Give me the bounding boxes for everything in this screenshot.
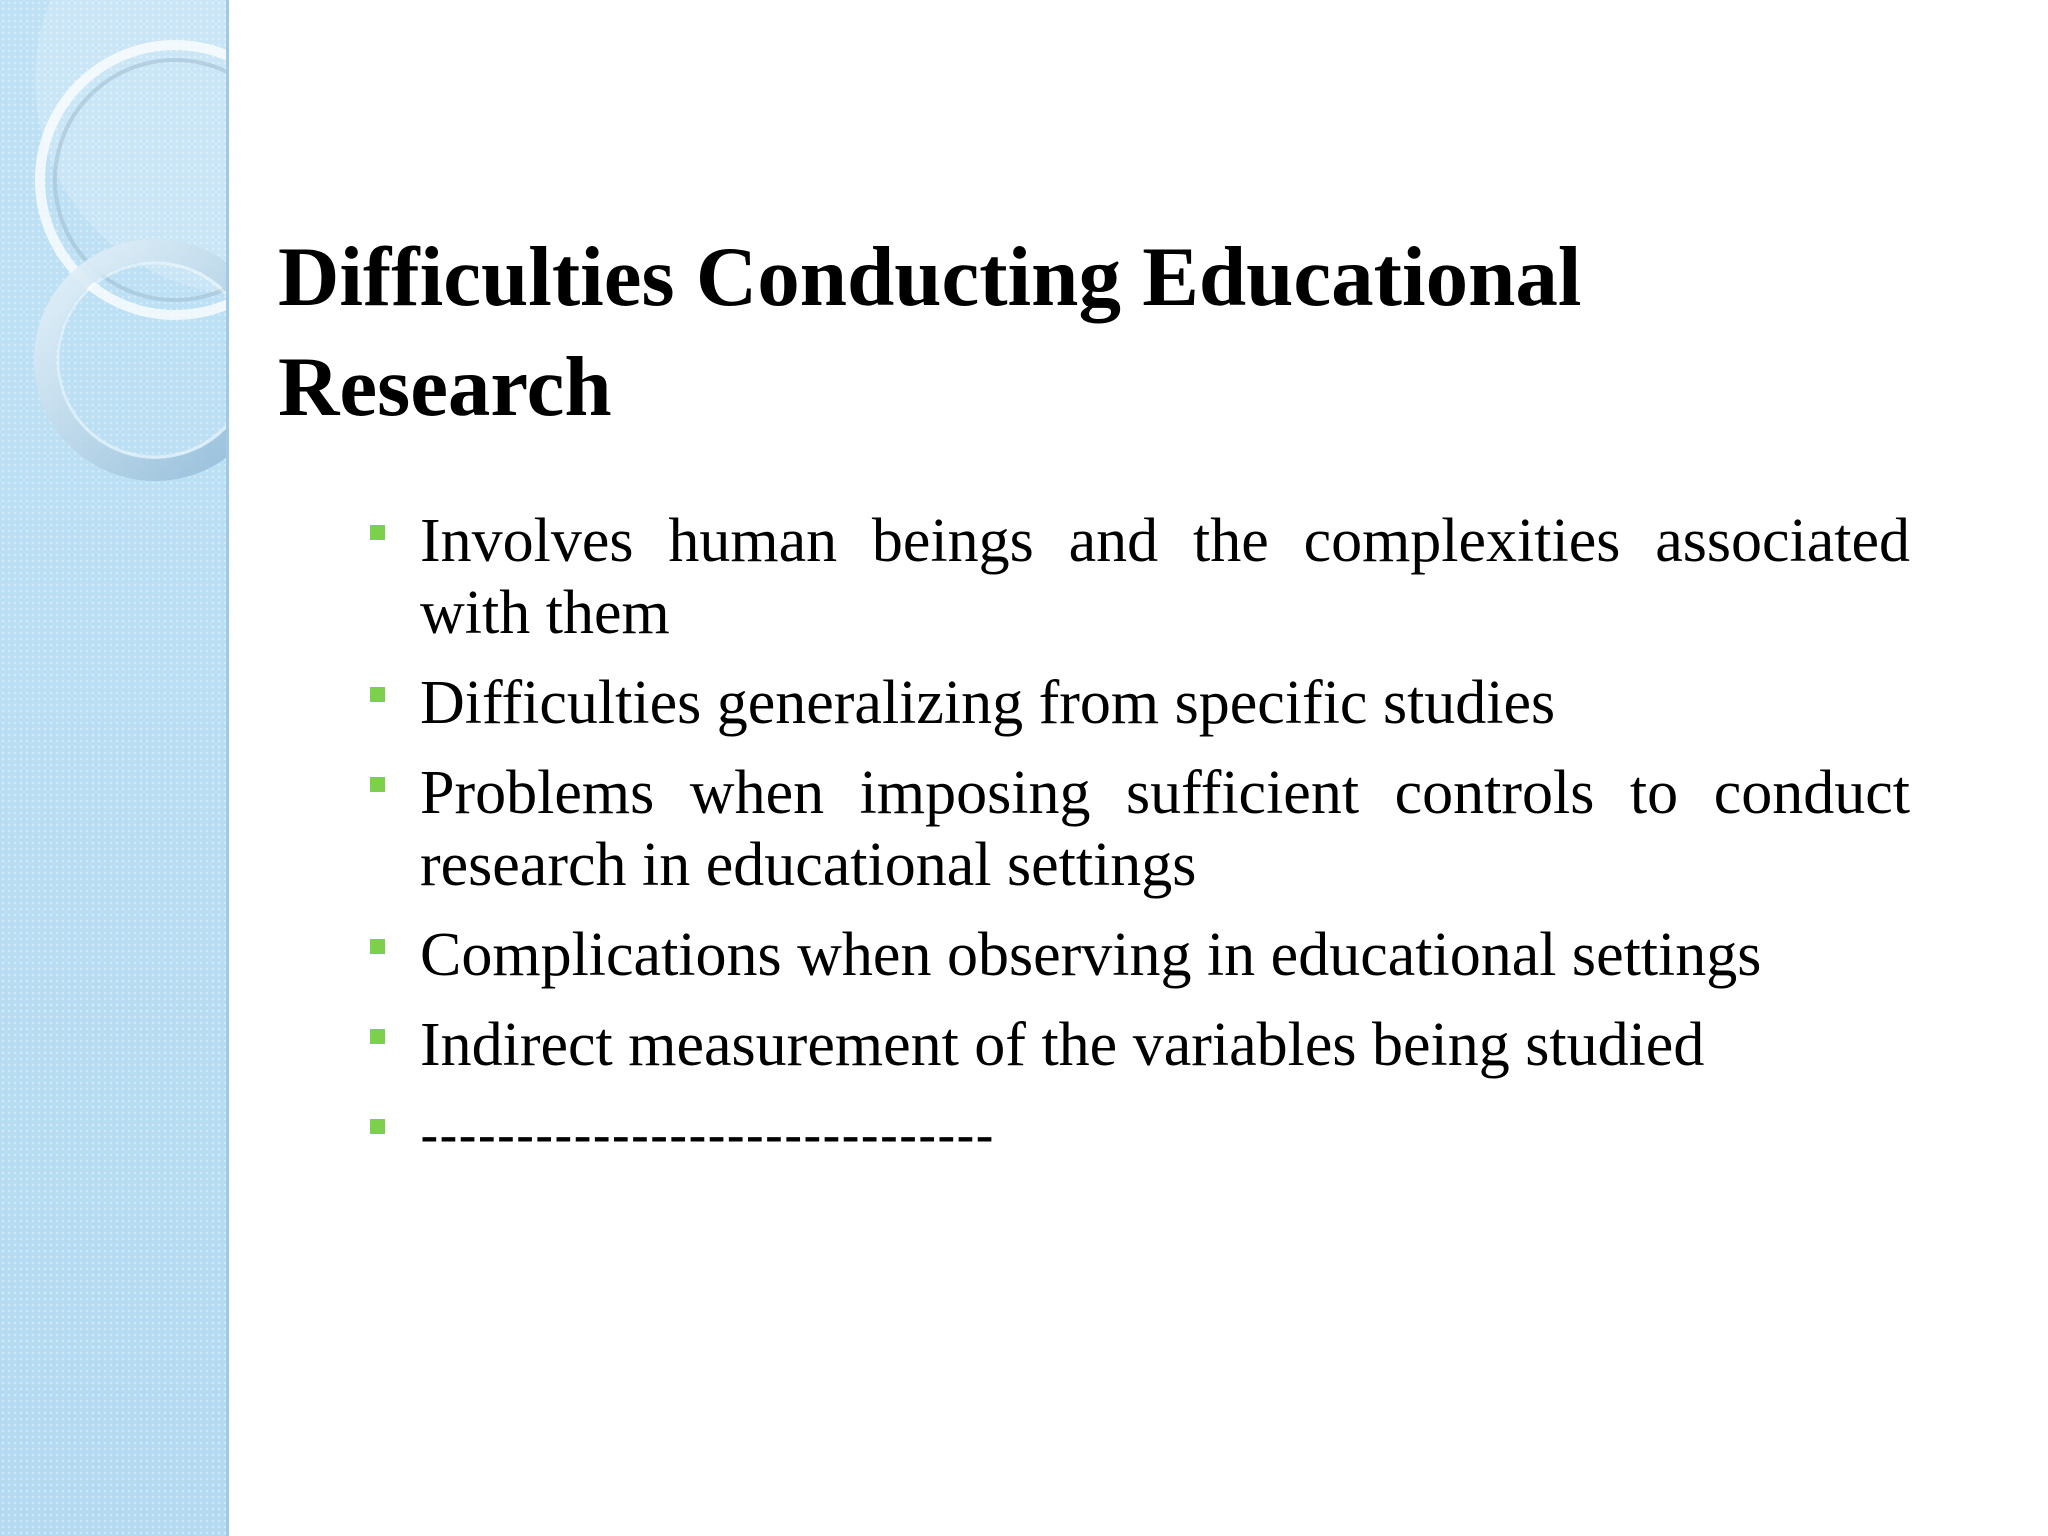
bullet-item: [370, 505, 1910, 649]
bullet-text: Difficulties generalizing from specific studies: [420, 669, 1556, 737]
bullet-text: Complications when observing in educational settings: [420, 921, 1762, 989]
square-bullet-icon: [370, 1119, 385, 1134]
square-bullet-icon: [370, 525, 385, 540]
decorative-rings: [0, 0, 228, 1536]
bullet-text: Involves human beings and the complexities associated with them: [420, 507, 1910, 647]
bullet-text: Problems when imposing sufficient controls to conduct research in educational settings: [420, 759, 1910, 899]
square-bullet-icon: [370, 1029, 385, 1044]
bullet-item: [370, 919, 1910, 991]
bullet-item: [370, 1099, 1910, 1171]
square-bullet-icon: [370, 687, 385, 702]
square-bullet-icon: [370, 939, 385, 954]
bullet-list: [370, 505, 1910, 1189]
slide-title: Difficulties Conducting Educational Research: [278, 230, 1582, 434]
bullet-item: [370, 757, 1910, 901]
bullet-text: Indirect measurement of the variables being studied: [420, 1011, 1705, 1079]
bullet-text-placeholder: ------------------------------: [420, 1103, 995, 1166]
bullet-item: [370, 1009, 1910, 1081]
bullet-item: [370, 667, 1910, 739]
sidebar-edge: [226, 0, 229, 1536]
square-bullet-icon: [370, 777, 385, 792]
